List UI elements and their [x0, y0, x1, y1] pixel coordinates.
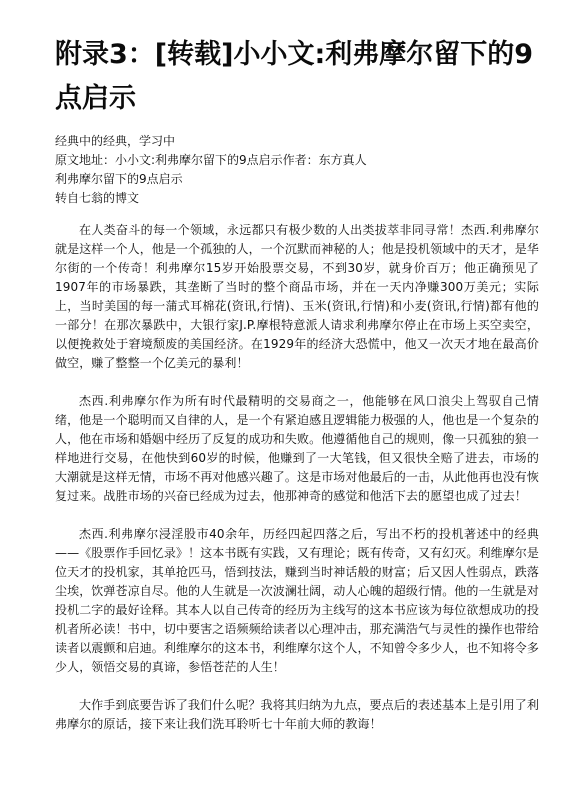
meta-line-source: 原文地址：小小文:利弗摩尔留下的9点启示作者：东方真人 [55, 153, 367, 167]
paragraph-character: 杰西.利弗摩尔作为所有时代最精明的交易商之一，他能够在风口浪尖上驾驭自己情绪，他是一个聪明而又自律的人，是一个有紧迫感且逻辑能力极强的人，他也是一个复杂的人，他在市场和婚姻中经历了反复的成功和失败。他遵循他自己的规则，像一只孤独的狼一样地进行交易，在他快到60岁的时候，他赚到了一大笔钱，但又很快全赔了进去，市场的大潮就是这样无情，市场不再对他感兴趣了。这是市场对他最后的一击，从此他再也没有恢复过来。战胜市场的兴奋已经成为过去，他那神奇的感觉和他活下去的愿望也成了过去！ [55, 394, 540, 503]
meta-line-repost: 转自七翁的博文 [55, 191, 140, 205]
paragraph-summary: 大作手到底要告诉了我们什么呢？我将其归纳为九点，要点后的表述基本上是引用了利弗摩尔的原话，接下来让我们洗耳聆听七十年前大师的教诲！ [55, 698, 539, 731]
paragraph-book: 杰西.利弗摩尔浸淫股市40余年，历经四起四落之后，写出不朽的投机著述中的经典——《股票作手回忆录》！这本书既有实践，又有理论；既有传奇，又有幻灭。利维摩尔是位天才的投机家，其单抢匹马，悟到技法，赚到当时神话般的财富；后又因人性弱点，跌落尘埃，饮弹苍凉自尽。他的人生就是一次波澜壮阔，动人心魄的超级行情。他的一生就是对投机二字的最好诠释。其本人以自己传奇的经历为主线写的这本书应该为每位欲想成功的投机者所必读！书中，切中要害之语频频给读者以心理冲击，那充满浩气与灵性的操作也带给读者以震颤和启迪。利维摩尔的这本书，利维摩尔这个人，不知曾令多少人，也不知将令多少人，领悟交易的真谛，参悟苍茫的人生！ [55, 527, 540, 674]
article-meta [55, 132, 535, 208]
page-title: 附录3：[转载]小小文:利弗摩尔留下的9点启示 [55, 39, 534, 114]
paragraph-intro: 在人类奋斗的每一个领域，永远都只有极少数的人出类拔萃非同寻常！杰西.利弗摩尔就是这样一个人，他是一个孤独的人，一个沉默而神秘的人；他是投机领域中的天才，是华尔街的一个传奇！利弗摩尔15岁开始股票交易，不到30岁，就身价百万；他正确预见了1907年的市场暴跌，其垄断了当时的整个商品市场，并在一天内净赚300万美元；实际上，当时美国的每一蒲式耳棉花(资讯,行情)、玉米(资讯,行情)和小麦(资讯,行情)都有他的一部分！在那次暴跌中，大银行家J.P.摩根特意派人请求利弗摩尔停止在市场上买空卖空，以便挽救处于窘境颓废的美国经济。在1929年的经济大恐慌中，他又一次天才地在最高价做空，赚了整整一个亿美元的暴利！ [55, 223, 540, 370]
article-body [55, 221, 539, 753]
meta-line-article-title: 利弗摩尔留下的9点启示 [55, 172, 183, 186]
meta-line-classic: 经典中的经典，学习中 [55, 134, 176, 148]
